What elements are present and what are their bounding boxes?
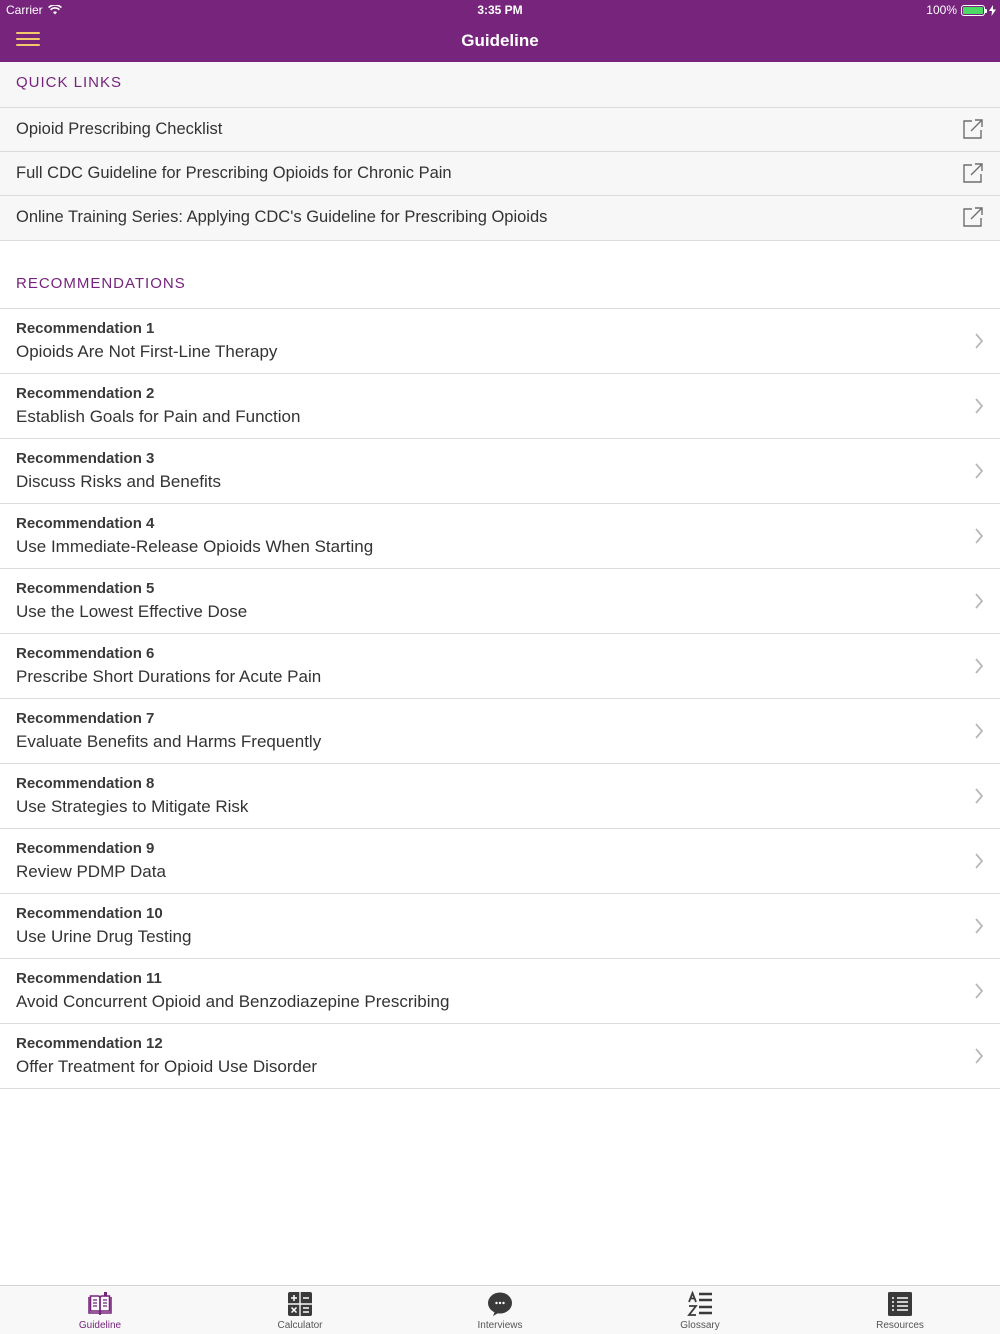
- recommendation-title: Review PDMP Data: [16, 862, 166, 881]
- recommendation-title: Establish Goals for Pain and Function: [16, 407, 301, 426]
- battery-icon: [961, 5, 985, 16]
- chevron-right-icon: [974, 788, 984, 804]
- chevron-right-icon: [974, 723, 984, 739]
- recommendation-row[interactable]: [0, 439, 1000, 504]
- recommendation-number: Recommendation 9: [16, 840, 155, 857]
- quick-link-item[interactable]: [0, 107, 1000, 151]
- tab-glossary[interactable]: [600, 1286, 800, 1334]
- external-link-icon: [962, 206, 984, 228]
- chevron-right-icon: [974, 463, 984, 479]
- charging-bolt-icon: [989, 5, 996, 16]
- recommendation-row[interactable]: [0, 504, 1000, 569]
- recommendation-number: Recommendation 7: [16, 710, 155, 727]
- tab-label: Glossary: [680, 1320, 720, 1331]
- recommendation-number: Recommendation 11: [16, 970, 162, 987]
- recommendation-number: Recommendation 3: [16, 450, 155, 467]
- quick-link-label: Online Training Series: Applying CDC's Guideline for Prescribing Opioids: [16, 208, 548, 226]
- recommendation-number: Recommendation 1: [16, 320, 155, 337]
- quick-link-label: Opioid Prescribing Checklist: [16, 120, 223, 138]
- quick-link-item[interactable]: [0, 151, 1000, 195]
- status-time: 3:35 PM: [477, 3, 523, 17]
- tab-label: Interviews: [477, 1320, 523, 1331]
- recommendation-title: Opioids Are Not First-Line Therapy: [16, 342, 278, 361]
- external-link-icon: [962, 162, 984, 184]
- recommendation-row[interactable]: [0, 1024, 1000, 1089]
- recommendation-title: Use Urine Drug Testing: [16, 927, 192, 946]
- chevron-right-icon: [974, 528, 984, 544]
- battery-percent: 100%: [926, 3, 957, 17]
- quick-link-label: Full CDC Guideline for Prescribing Opioids for Chronic Pain: [16, 164, 452, 182]
- recommendation-row[interactable]: [0, 634, 1000, 699]
- recommendation-title: Discuss Risks and Benefits: [16, 472, 222, 491]
- tab-guideline[interactable]: [0, 1286, 200, 1334]
- recommendation-title: Evaluate Benefits and Harms Frequently: [16, 732, 322, 751]
- carrier-label: Carrier: [6, 3, 43, 17]
- recommendation-number: Recommendation 6: [16, 645, 155, 662]
- recommendation-row[interactable]: [0, 764, 1000, 829]
- recommendations-list: [0, 308, 1000, 1089]
- tab-resources[interactable]: [800, 1286, 1000, 1334]
- recommendation-title: Offer Treatment for Opioid Use Disorder: [16, 1057, 318, 1076]
- battery-group: [926, 3, 996, 17]
- recommendation-row[interactable]: [0, 569, 1000, 634]
- quick-link-item[interactable]: [0, 195, 1000, 239]
- tab-label: Calculator: [277, 1320, 323, 1331]
- recommendation-number: Recommendation 5: [16, 580, 155, 597]
- recommendation-row[interactable]: [0, 894, 1000, 959]
- chat-bubble-icon: [487, 1291, 513, 1317]
- recommendation-number: Recommendation 2: [16, 385, 155, 402]
- recommendations-header: RECOMMENDATIONS: [16, 275, 186, 292]
- a-z-list-icon: [687, 1291, 713, 1317]
- chevron-right-icon: [974, 918, 984, 934]
- tab-label: Guideline: [78, 1320, 122, 1331]
- recommendation-number: Recommendation 12: [16, 1035, 163, 1052]
- recommendation-number: Recommendation 4: [16, 515, 155, 532]
- recommendation-row[interactable]: [0, 829, 1000, 894]
- navigation-bar: [0, 20, 1000, 62]
- recommendation-title: Prescribe Short Durations for Acute Pain: [16, 667, 322, 686]
- recommendation-row[interactable]: [0, 699, 1000, 764]
- chevron-right-icon: [974, 853, 984, 869]
- tab-calculator[interactable]: [200, 1286, 400, 1334]
- book-icon: [87, 1291, 113, 1317]
- tab-bar: [0, 1285, 1000, 1334]
- top-bar: [0, 0, 1000, 62]
- chevron-right-icon: [974, 983, 984, 999]
- recommendation-number: Recommendation 8: [16, 775, 155, 792]
- chevron-right-icon: [974, 593, 984, 609]
- calculator-icon: [287, 1291, 313, 1317]
- external-link-icon: [962, 118, 984, 140]
- recommendation-row[interactable]: [0, 309, 1000, 374]
- recommendation-row[interactable]: [0, 374, 1000, 439]
- chevron-right-icon: [974, 1048, 984, 1064]
- recommendation-number: Recommendation 10: [16, 905, 163, 922]
- recommendation-row[interactable]: [0, 959, 1000, 1024]
- page-title: Guideline: [461, 31, 539, 50]
- quick-links-section: [0, 62, 1000, 241]
- chevron-right-icon: [974, 398, 984, 414]
- tab-label: Resources: [876, 1320, 924, 1331]
- recommendation-title: Use Immediate-Release Opioids When Starting: [16, 537, 374, 556]
- chevron-right-icon: [974, 658, 984, 674]
- chevron-right-icon: [974, 333, 984, 349]
- recommendation-title: Use the Lowest Effective Dose: [16, 602, 248, 621]
- recommendation-title: Avoid Concurrent Opioid and Benzodiazepine Prescribing: [16, 992, 450, 1011]
- status-bar: [0, 0, 1000, 20]
- quick-links-header: QUICK LINKS: [16, 74, 123, 91]
- recommendation-title: Use Strategies to Mitigate Risk: [16, 797, 249, 816]
- list-icon: [887, 1291, 913, 1317]
- tab-interviews[interactable]: [400, 1286, 600, 1334]
